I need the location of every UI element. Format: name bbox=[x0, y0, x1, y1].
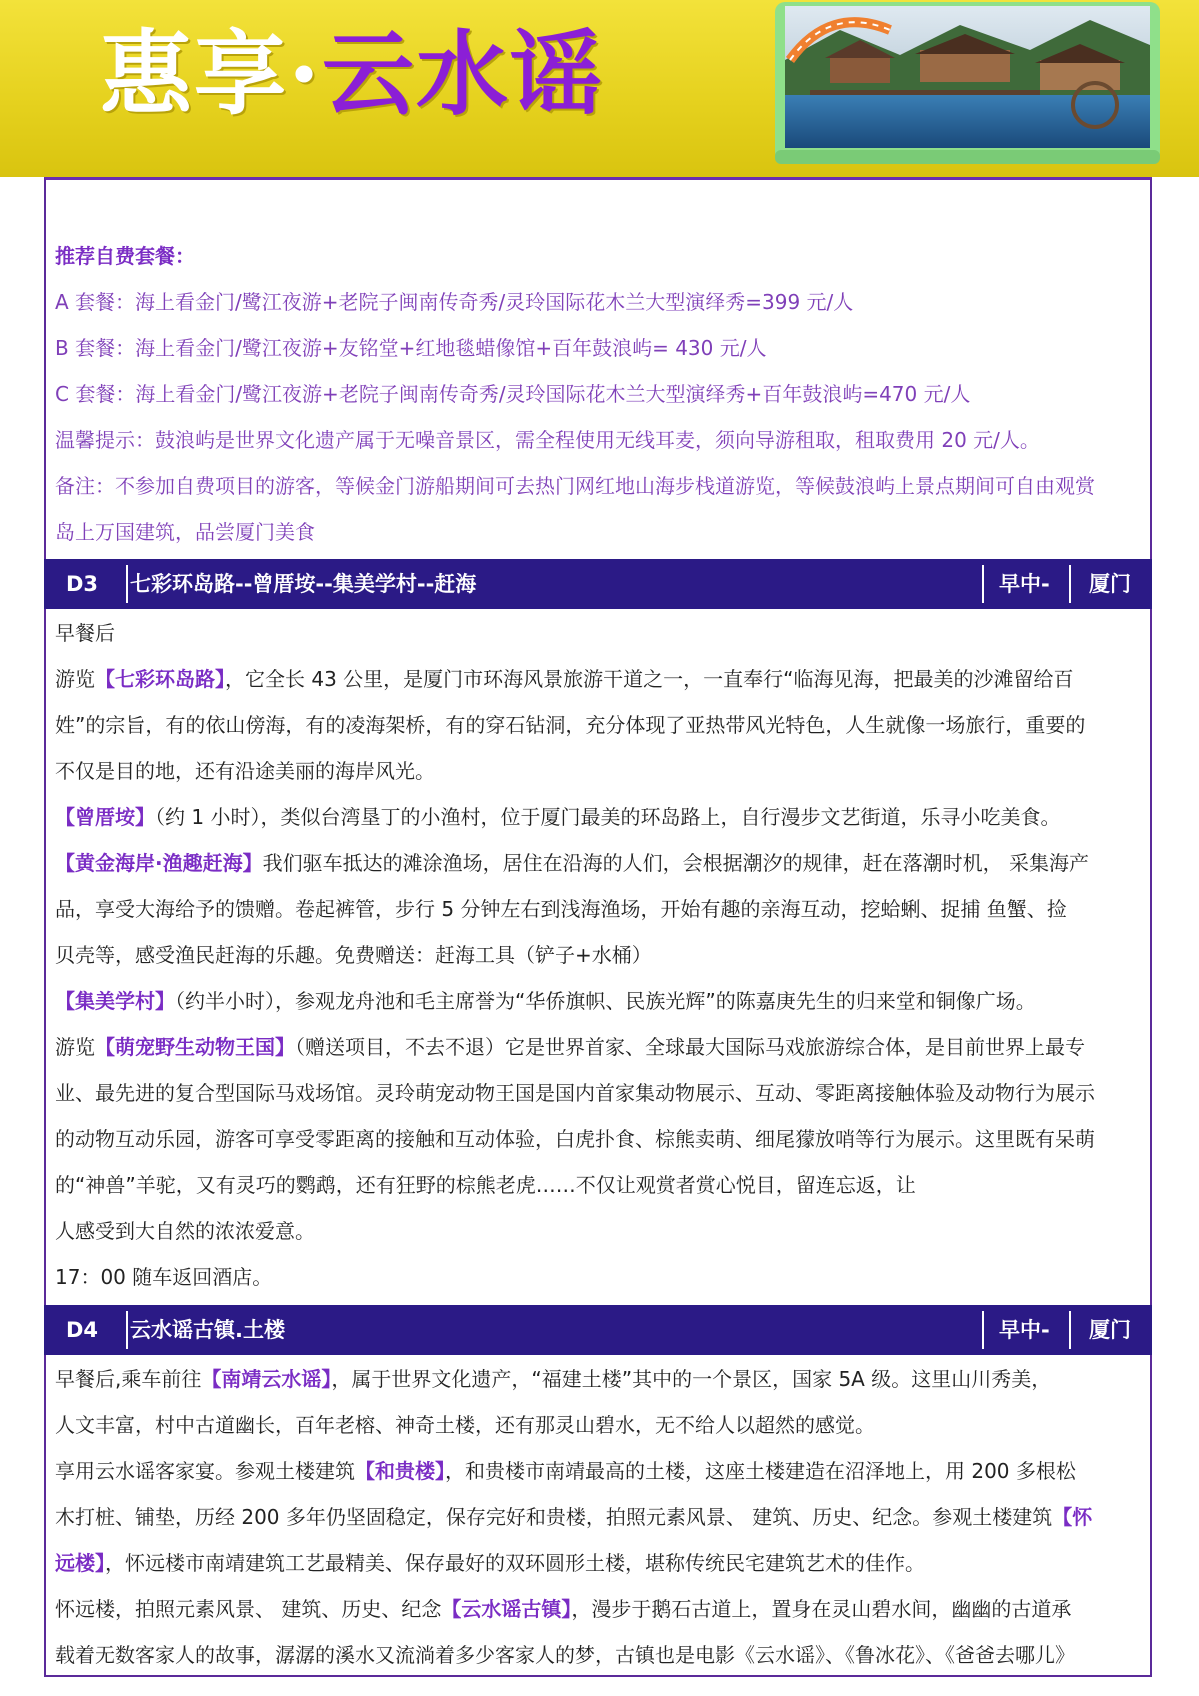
highlight-attraction: 【集美学村】 bbox=[55, 989, 175, 1013]
highlight-attraction: 【萌宠野生动物王国】 bbox=[95, 1035, 295, 1059]
d3-line: 贝壳等，感受渔民赶海的乐趣。免费赠送：赶海工具（铲子+水桶） bbox=[55, 943, 652, 967]
day-route: 云水谣古镇.土楼 bbox=[130, 1318, 285, 1342]
divider bbox=[1069, 565, 1071, 603]
day-meals: 早中- bbox=[999, 572, 1050, 596]
day-number: D3 bbox=[66, 572, 99, 596]
day-hotel: 厦门 bbox=[1089, 1318, 1131, 1342]
banner-title-part1: 惠享· bbox=[100, 20, 323, 128]
d3-line: 的“神兽”羊驼，又有灵巧的鹦鹉，还有狂野的棕熊老虎……不仅让观赏者赏心悦目，留连忘返，让 bbox=[55, 1173, 916, 1197]
highlight-attraction: 【曾厝垵】 bbox=[55, 805, 155, 829]
d3-line: 【集美学村】（约半小时），参观龙舟池和毛主席誉为“华侨旗帜、民族光辉”的陈嘉庚先生的归来堂和铜像广场。 bbox=[55, 989, 1036, 1013]
highlight-attraction: 【怀 bbox=[1052, 1505, 1093, 1529]
banner-title bbox=[100, 20, 605, 128]
d3-line: 品，享受大海给予的馈赠。卷起裤管，步行 5 分钟左右到浅海渔场，开始有趣的亲海互动，挖蛤蜊、捉捕 鱼蟹、捡 bbox=[55, 897, 1067, 921]
package-a: A 套餐：海上看金门/鹭江夜游+老院子闽南传奇秀/灵玲国际花木兰大型演绎秀=399 元/人 bbox=[55, 290, 854, 314]
d3-line: 【黄金海岸·渔趣赶海】我们驱车抵达的滩涂渔场，居住在沿海的人们，会根据潮汐的规律，赶在落潮时机， 采集海产 bbox=[55, 851, 1089, 875]
highlight-attraction: 【七彩环岛路】 bbox=[95, 667, 225, 691]
remark-text: 备注：不参加自费项目的游客，等候金门游船期间可去热门网红地山海步栈道游览，等候鼓浪屿上景点期间可自由观赏 bbox=[55, 474, 1095, 498]
d3-line: 人感受到大自然的浓浓爱意。 bbox=[55, 1219, 315, 1243]
d3-line: 的动物互动乐园，游客可享受零距离的接触和互动体验，白虎扑食、棕熊卖萌、细尾獴放哨等行为展示。这里既有呆萌 bbox=[55, 1127, 1095, 1151]
day-header-d3 bbox=[44, 559, 1152, 609]
highlight-attraction: 【南靖云水谣】 bbox=[201, 1367, 332, 1391]
optional-heading: 推荐自费套餐： bbox=[55, 244, 195, 268]
d4-line: 享用云水谣客家宴。参观土楼建筑【和贵楼】，和贵楼市南靖最高的土楼，这座土楼建造在沼泽地上，用 200 多根松 bbox=[55, 1459, 1076, 1483]
d3-line: 早餐后 bbox=[55, 621, 115, 645]
remark-text-cont: 岛上万国建筑，品尝厦门美食 bbox=[55, 520, 315, 544]
d3-line: 游览【萌宠野生动物王国】（赠送项目，不去不退）它是世界首家、全球最大国际马戏旅游综合体，是目前世界上最专 bbox=[55, 1035, 1085, 1059]
d4-line: 载着无数客家人的故事，潺潺的溪水又流淌着多少客家人的梦，古镇也是电影《云水谣》、《鲁冰花》、《爸爸去哪儿》 bbox=[55, 1643, 1075, 1667]
package-c: C 套餐：海上看金门/鹭江夜游+老院子闽南传奇秀/灵玲国际花木兰大型演绎秀+百年鼓浪屿=470 元/人 bbox=[55, 382, 971, 406]
divider bbox=[982, 565, 984, 603]
highlight-attraction: 【和贵楼】 bbox=[355, 1459, 445, 1483]
d3-line: 不仅是目的地，还有沿途美丽的海岸风光。 bbox=[55, 759, 435, 783]
d4-line: 早餐后,乘车前往【南靖云水谣】，属于世界文化遗产，“福建土楼”其中的一个景区，国家 5A 级。这里山川秀美， bbox=[55, 1367, 1052, 1391]
d3-line: 【曾厝垵】（约 1 小时），类似台湾垦丁的小渔村，位于厦门最美的环岛路上，自行漫步文艺街道，乐寻小吃美食。 bbox=[55, 805, 1061, 829]
d3-line: 姓”的宗旨，有的依山傍海，有的凌海架桥，有的穿石钻洞，充分体现了亚热带风光特色，人生就像一场旅行，重要的 bbox=[55, 713, 1086, 737]
day-hotel: 厦门 bbox=[1089, 572, 1131, 596]
day-header-d4 bbox=[44, 1305, 1152, 1355]
banner-title-part2: 云水谣 bbox=[322, 20, 605, 128]
header-banner bbox=[0, 0, 1199, 177]
d4-line: 怀远楼，拍照元素风景、 建筑、历史、纪念【云水谣古镇】，漫步于鹅石古道上，置身在灵山碧水间，幽幽的古道承 bbox=[55, 1597, 1072, 1621]
day-number: D4 bbox=[66, 1318, 99, 1342]
tips-text: 温馨提示：鼓浪屿是世界文化遗产属于无噪音景区，需全程使用无线耳麦，须向导游租取，租取费用 20 元/人。 bbox=[55, 428, 1040, 452]
divider bbox=[126, 565, 128, 603]
day-route: 七彩环岛路--曾厝垵--集美学村--赶海 bbox=[130, 572, 477, 596]
d3-line: 17：00 随车返回酒店。 bbox=[55, 1265, 273, 1289]
d4-line: 人文丰富，村中古道幽长，百年老榕、神奇土楼，还有那灵山碧水，无不给人以超然的感觉。 bbox=[55, 1413, 875, 1437]
banner-photo-illustration bbox=[770, 0, 1170, 170]
day-meals: 早中- bbox=[999, 1318, 1050, 1342]
highlight-attraction: 【云水谣古镇】 bbox=[441, 1597, 572, 1621]
d3-line: 业、最先进的复合型国际马戏场馆。灵玲萌宠动物王国是国内首家集动物展示、互动、零距离接触体验及动物行为展示 bbox=[55, 1081, 1095, 1105]
highlight-attraction: 远楼】 bbox=[55, 1551, 105, 1575]
highlight-attraction: 【黄金海岸·渔趣赶海】 bbox=[55, 851, 263, 875]
d4-line: 木打桩、铺垫，历经 200 多年仍坚固稳定，保存完好和贵楼，拍照元素风景、 建筑、历史、纪念。参观土楼建筑【怀 bbox=[55, 1505, 1093, 1529]
d3-line: 游览【七彩环岛路】，它全长 43 公里，是厦门市环海风景旅游干道之一，一直奉行“临海见海，把最美的沙滩留给百 bbox=[55, 667, 1074, 691]
d4-line: 远楼】，怀远楼市南靖建筑工艺最精美、保存最好的双环圆形土楼，堪称传统民宅建筑艺术的佳作。 bbox=[55, 1551, 925, 1575]
package-b: B 套餐：海上看金门/鹭江夜游+友铭堂+红地毯蜡像馆+百年鼓浪屿= 430 元/人 bbox=[55, 336, 767, 360]
divider bbox=[1069, 1311, 1071, 1349]
divider bbox=[982, 1311, 984, 1349]
divider bbox=[126, 1311, 128, 1349]
